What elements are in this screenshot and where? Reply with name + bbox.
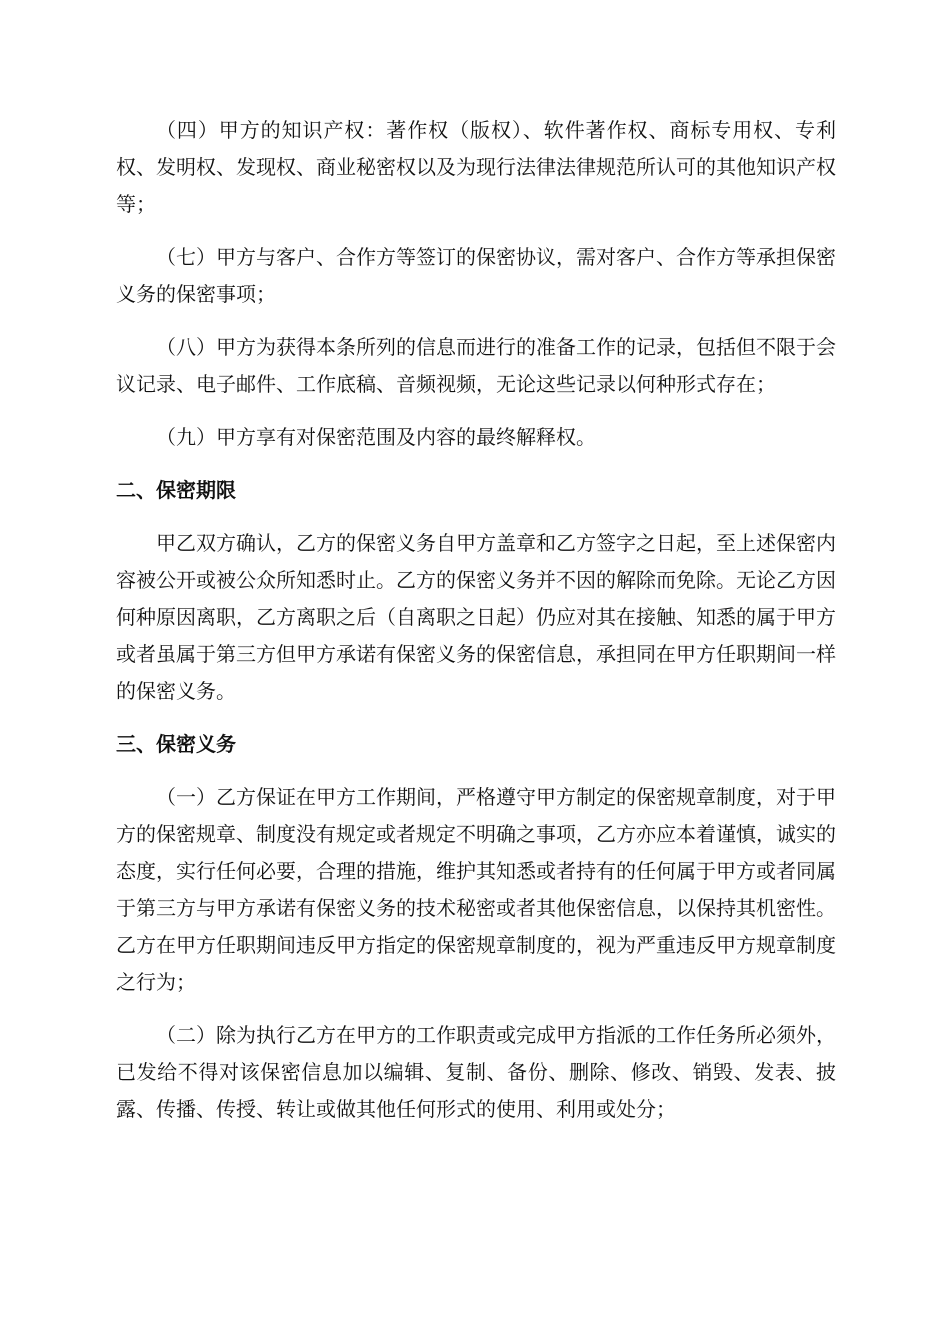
paragraph-preparatory-records: （八）甲方为获得本条所列的信息而进行的准备工作的记录，包括但不限于会议记录、电子邮件、工作底稿、音频视频，无论这些记录以何种形式存在；: [116, 335, 836, 396]
paragraph-obligation-one: （一）乙方保证在甲方工作期间，严格遵守甲方制定的保密规章制度，对于甲方的保密规章、制度没有规定或者规定不明确之事项，乙方亦应本着谨慎，诚实的态度，实行任何必要，合理的措施，维护其知悉或者持有的任何属于甲方或者同属于第三方与甲方承诺有保密义务的技术秘密或者其他保密信息，以保持其机密性。乙方在甲方任职期间违反甲方指定的保密规章制度的，视为严重违反甲方规章制度之行为；: [116, 785, 836, 994]
document-body: [116, 112, 836, 1144]
section-heading-confidentiality-obligations: 三、保密义务: [116, 732, 236, 756]
paragraph-final-interpretation: （九）甲方享有对保密范围及内容的最终解释权。: [156, 425, 596, 449]
paragraph-confidentiality-period: 甲乙双方确认，乙方的保密义务自甲方盖章和乙方签字之日起，至上述保密内容被公开或被公众所知悉时止。乙方的保密义务并不因的解除而免除。无论乙方因何种原因离职，乙方离职之后（自离职之日起）仍应对其在接触、知悉的属于甲方或者虽属于第三方但甲方承诺有保密义务的保密信息，承担同在甲方任职期间一样的保密义务。: [116, 531, 836, 703]
paragraph-ip-rights: （四）甲方的知识产权：著作权（版权）、软件著作权、商标专用权、专利权、发明权、发现权、商业秘密权以及为现行法律法律规范所认可的其他知识产权等；: [116, 118, 836, 216]
paragraph-obligation-two: （二）除为执行乙方在甲方的工作职责或完成甲方指派的工作任务所必须外，已发给不得对该保密信息加以编辑、复制、备份、删除、修改、销毁、发表、披露、传播、传授、转让或做其他任何形式的使用、利用或处分；: [116, 1023, 836, 1121]
paragraph-client-agreements: （七）甲方与客户、合作方等签订的保密协议，需对客户、合作方等承担保密义务的保密事项；: [116, 245, 836, 306]
section-heading-confidentiality-period: 二、保密期限: [116, 478, 236, 502]
